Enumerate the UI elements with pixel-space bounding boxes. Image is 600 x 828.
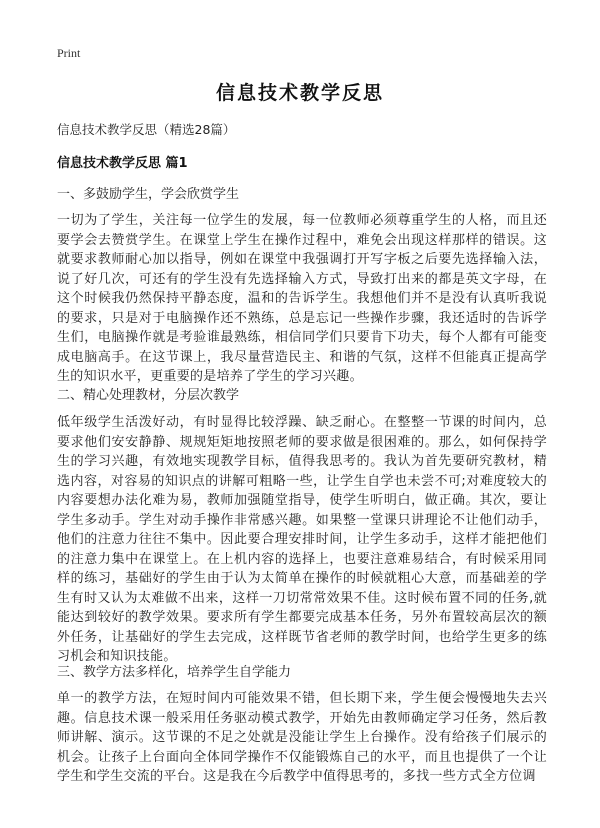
section-body-2: 低年级学生活泼好动，有时显得比较浮躁、缺乏耐心。在整整一节课的时间内，总要求他们安安静静、规规矩矩地按照老师的要求做是很困难的。那么，如何保持学生的学习兴趣，有效地实现教学目标，值得我思考的。我认为首先要研究教材，精选内容，对容易的知识点的讲解可粗略一些，让学生自学也未尝不可;对难度较大的内容要想办法化难为易，教师加强随堂指导，使学生听明白，做正确。其次，要让学生多动手。学生对动手操作非常感兴趣。如果整一堂课只讲理论不让他们动手，他们的注意力往往不集中。因此要合理安排时间，让学生多动手，这样才能把他们的注意力集中在课堂上。在上机内容的选择上，也要注意难易结合，有时候采用同样的练习，基础好的学生由于认为太简单在操作的时候就粗心大意，而基础差的学生有时又认为太难做不出来，这样一刀切常常效果不佳。这时候布置不同的任务,就能达到较好的教学效果。要求所有学生都要完成基本任务，另外布置较高层次的额外任务，让基础好的学生去完成，这样既节省老师的教学时间，也给学生更多的练习机会和知识技能。	[57, 415, 547, 664]
section-heading-3: 三、教学方法多样化，培养学生自学能力	[57, 665, 292, 680]
section-body-1: 一切为了学生，关注每一位学生的发展，每一位教师必须尊重学生的人格，而且还要学会去赞赏学生。在课堂上学生在操作过程中，难免会出现这样那样的错误。这就要求教师耐心加以指导，例如在课堂中我强调打开写字板之后要先选择输入法，说了好几次，可还有的学生没有先选择输入方式，导致打出来的都是英文字母，在这个时候我仍然保持平静态度，温和的告诉学生。我想他们并不是没有认真听我说的要求，只是对于电脑操作还不熟练，总是忘记一些操作步骤，我还适时的告诉学生们，电脑操作就是考验谁最熟练，相信同学们只要肯下功夫，每个人都有可能变成电脑高手。在这节课上，我尽量营造民主、和谐的气氛，这样不但能真正提高学生的知识水平，更重要的是培养了学生的学习兴趣。	[57, 213, 547, 384]
document-subtitle: 信息技术教学反思（精选28篇）	[57, 122, 236, 137]
section-heading-2: 二、精心处理教材，分层次教学	[57, 388, 240, 403]
print-label: Print	[57, 46, 81, 60]
section-body-3: 单一的教学方法，在短时间内可能效果不错，但长期下来，学生便会慢慢地失去兴趣。信息技术课一般采用任务驱动模式教学，开始先由教师确定学习任务，然后教师讲解、演示。这节课的不足之处就是没能让学生上台操作。没有给孩子们展示的机会。让孩子上台面向全体同学操作不仅能锻炼自己的水平，而且也提供了一个让学生和学生交流的平台。这是我在今后教学中值得思考的，多找一些方式全方位调	[57, 691, 547, 784]
section-heading-1: 一、多鼓励学生，学会欣赏学生	[57, 187, 240, 202]
article-heading: 信息技术教学反思 篇1	[57, 156, 188, 171]
page-title: 信息技术教学反思	[215, 82, 384, 104]
